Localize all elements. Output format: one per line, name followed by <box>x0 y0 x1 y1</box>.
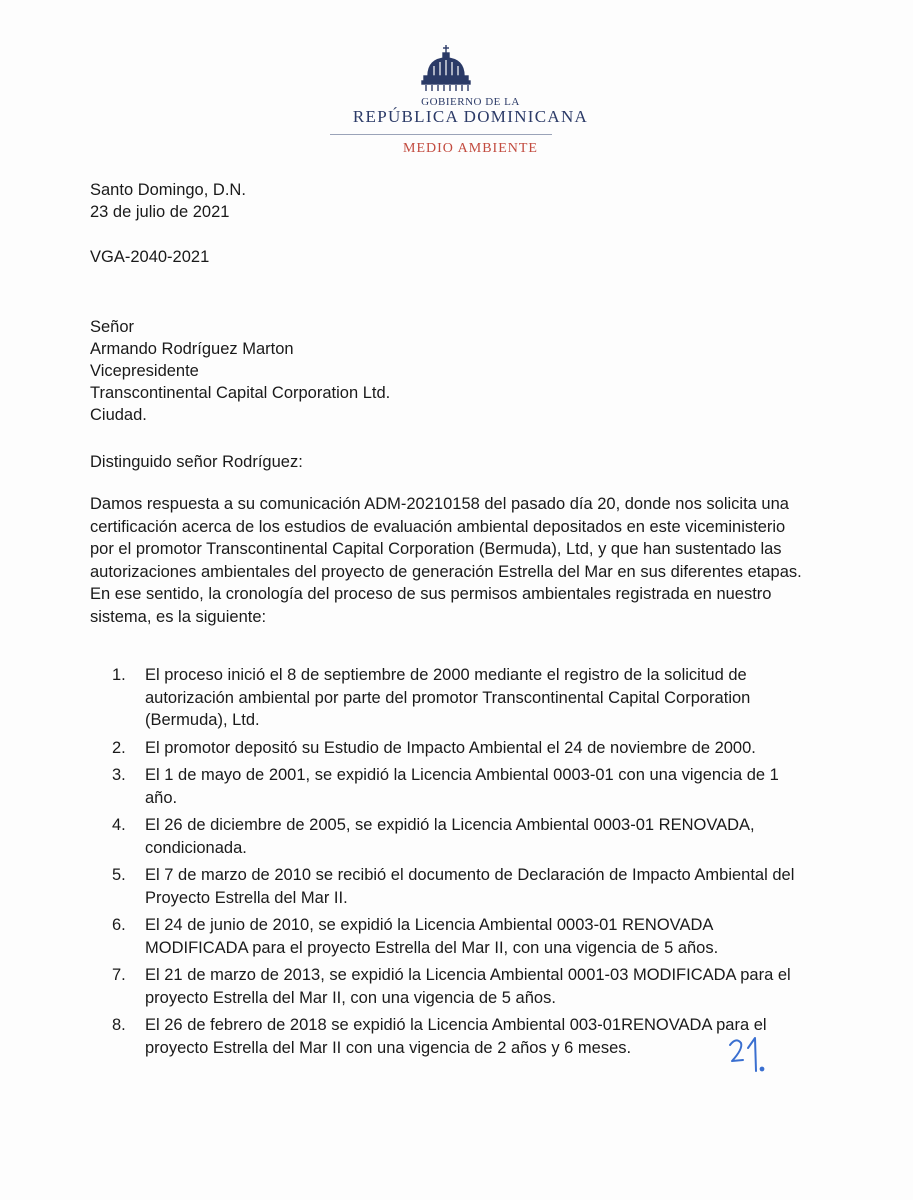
list-item-number: 3. <box>112 766 126 784</box>
government-line-2: REPÚBLICA DOMINICANA <box>352 107 589 126</box>
letter-reference: VGA-2040-2021 <box>90 248 210 266</box>
list-item <box>112 914 812 959</box>
recipient-city: Ciudad. <box>90 406 147 424</box>
list-item-number: 5. <box>112 866 126 884</box>
list-item-text: MODIFICADA para el proyecto Estrella del Mar II, con una vigencia de 5 años. <box>145 938 719 957</box>
list-item-text: condicionada. <box>145 838 247 857</box>
list-item-text: El 7 de marzo de 2010 se recibió el documento de Declaración de Impacto Ambiental del <box>145 866 795 884</box>
list-item-text: El promotor depositó su Estudio de Impacto Ambiental el 24 de noviembre de 2000. <box>145 738 756 757</box>
list-item-text: El 26 de febrero de 2018 se expidió la Licencia Ambiental 003-01RENOVADA para el <box>145 1016 767 1034</box>
list-item-text: El 24 de junio de 2010, se expidió la Licencia Ambiental 0003-01 RENOVADA <box>145 916 714 934</box>
list-item-number: 2. <box>112 738 126 757</box>
list-item-number: 6. <box>112 916 126 934</box>
body-paragraph <box>90 493 820 628</box>
list-item-text: (Bermuda), Ltd. <box>145 711 260 729</box>
list-item-text: El 26 de diciembre de 2005, se expidió la Licencia Ambiental 0003-01 RENOVADA, <box>145 816 755 834</box>
salutation: Distinguido señor Rodríguez: <box>90 453 303 471</box>
list-item-number: 1. <box>112 666 126 684</box>
list-item-text: El 21 de marzo de 2013, se expidió la Licencia Ambiental 0001-03 MODIFICADA para el <box>145 966 791 984</box>
handwritten-page-mark <box>726 1033 774 1077</box>
body-line: Damos respuesta a su comunicación ADM-20210158 del pasado día 20, donde nos solicita una <box>90 495 789 513</box>
chronology-list <box>112 664 812 1064</box>
ministry-name: MEDIO AMBIENTE <box>403 141 538 156</box>
list-item-text: año. <box>145 788 178 807</box>
government-line-1: GOBIERNO DE LA <box>421 96 520 108</box>
body-line: sistema, es la siguiente: <box>90 607 267 626</box>
recipient-company: Transcontinental Capital Corporation Ltd. <box>90 384 391 402</box>
letter-date: 23 de julio de 2021 <box>90 203 230 221</box>
list-item <box>112 764 812 809</box>
list-item <box>112 664 812 732</box>
list-item <box>112 964 812 1009</box>
list-item <box>112 737 812 760</box>
list-item <box>112 814 812 859</box>
letter-place: Santo Domingo, D.N. <box>90 181 246 199</box>
list-item-text: proyecto Estrella del Mar II con una vigencia de 2 años y 6 meses. <box>145 1038 632 1057</box>
body-line: por el promotor Transcontinental Capital Corporation (Bermuda), Ltd, y que han sustentado las <box>90 540 782 558</box>
recipient-position: Vicepresidente <box>90 362 199 380</box>
list-item-text: Proyecto Estrella del Mar II. <box>145 888 348 907</box>
recipient-title: Señor <box>90 318 135 336</box>
list-item-text: El proceso inició el 8 de septiembre de 2000 mediante el registro de la solicitud de <box>145 666 747 684</box>
body-line: En ese sentido, la cronología del proceso de sus permisos ambientales registrada en nuestro <box>90 585 772 603</box>
list-item-number: 8. <box>112 1016 126 1034</box>
list-item <box>112 1014 812 1059</box>
list-item-number: 4. <box>112 816 126 834</box>
header-divider <box>330 134 552 135</box>
body-line: certificación acerca de los estudios de evaluación ambiental depositados en este viceministerio <box>90 517 786 536</box>
list-item-text: El 1 de mayo de 2001, se expidió la Licencia Ambiental 0003-01 con una vigencia de 1 <box>145 766 779 784</box>
list-item <box>112 864 812 909</box>
government-dome-logo-icon <box>418 44 474 92</box>
body-line: autorizaciones ambientales del proyecto de generación Estrella del Mar en sus diferentes etapas. <box>90 562 802 581</box>
list-item-number: 7. <box>112 966 126 984</box>
list-item-text: autorización ambiental por parte del promotor Transcontinental Capital Corporation <box>145 688 751 707</box>
list-item-text: proyecto Estrella del Mar II, con una vigencia de 5 años. <box>145 988 556 1007</box>
recipient-name: Armando Rodríguez Marton <box>90 340 294 358</box>
